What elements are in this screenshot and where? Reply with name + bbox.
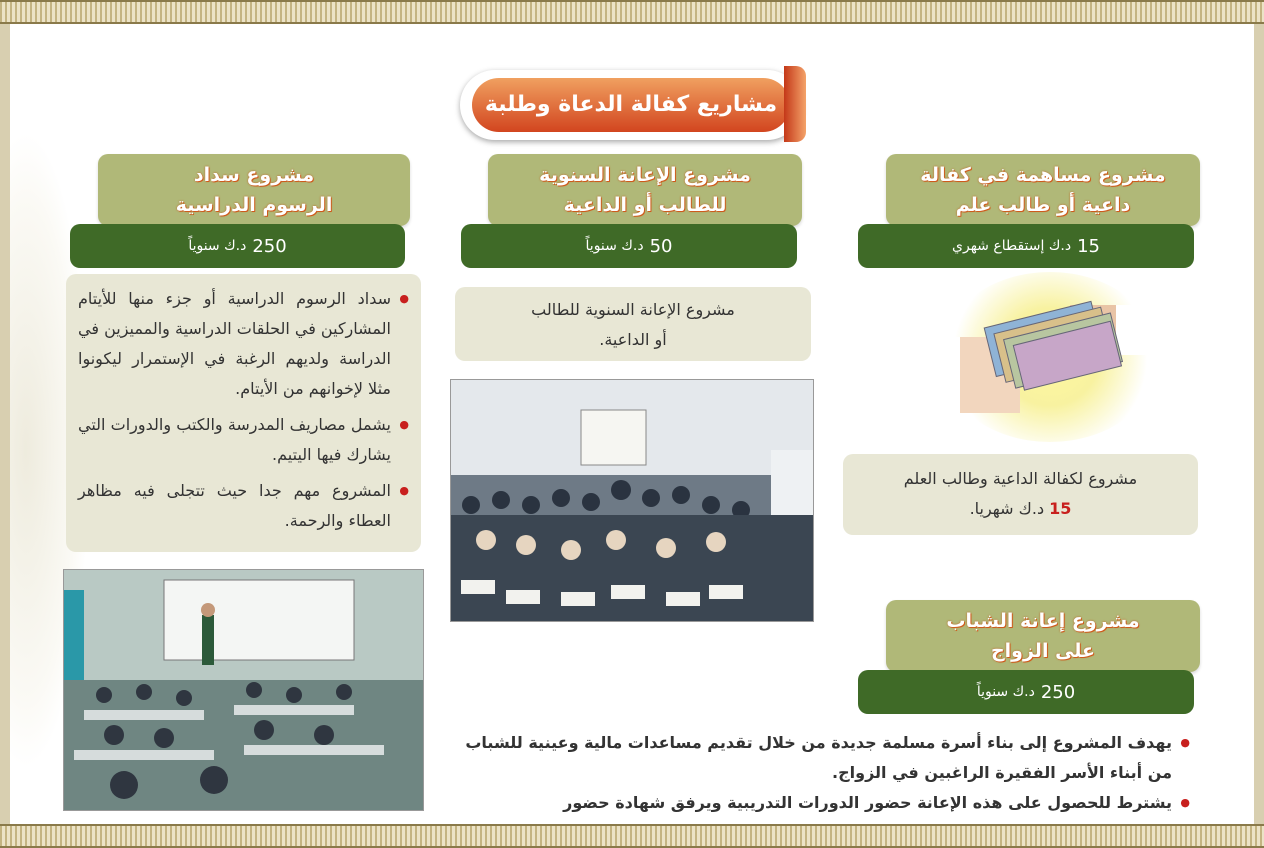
price-value: 250 [1040,681,1076,703]
bullet-list [78,284,409,536]
project-title-line1: مشروع مساهمة في كفالة [920,164,1166,186]
project-description-marriage [450,728,1190,818]
price-bar-sponsorship [858,224,1194,268]
money-hands-image [920,285,1158,413]
project-title-line1: مشروع الإعانة السنوية [539,164,751,186]
price-unit: د.ك إستقطاع شهري [952,238,1072,254]
price-bar-tuition [70,224,405,268]
description-amount: 15 [1049,499,1072,518]
project-title-line2: داعية أو طالب علم [955,194,1131,216]
description-line1: مشروع الإعانة السنوية للطالب [531,300,735,319]
bullet-list [450,728,1190,818]
project-description-tuition [66,274,421,552]
project-title-line1: مشروع إعانة الشباب [946,610,1140,632]
price-bar-marriage [858,670,1194,714]
project-title-line2: الرسوم الدراسية [175,194,333,216]
price-unit: د.ك سنوياً [976,684,1035,700]
project-title-sponsorship [886,154,1200,226]
right-border [1254,24,1264,824]
bullet-item: ● يشترط للحصول على هذه الإعانة حضور الدورات التدريبية ويرفق شهادة حضور [450,788,1190,818]
bullet-item: ● يشمل مصاريف المدرسة والكتب والدورات التي يشارك فيها اليتيم. [78,410,409,470]
price-unit: د.ك سنوياً [188,238,247,254]
project-title-line1: مشروع سداد [193,164,315,186]
project-title-annual-aid [488,154,802,226]
description-line2-wrapper [855,494,1186,524]
project-title-line2: للطالب أو الداعية [563,194,727,216]
description-line1: مشروع لكفالة الداعية وطالب العلم [903,469,1138,488]
left-border [0,24,10,824]
page-title: مشاريع كفالة الدعاة وطلبة [484,92,778,117]
price-value: 15 [1077,235,1100,257]
students-group-photo [450,379,814,622]
project-description-sponsorship [843,454,1198,535]
price-value: 250 [252,235,287,257]
bottom-border [0,824,1264,848]
price-unit: د.ك سنوياً [585,238,644,254]
bullet-item: ● سداد الرسوم الدراسية أو جزء منها للأيتام المشاركين في الحلقات الدراسية والمميزين في الدراسة ولديهم الرغبة في الإستمرار ليكونوا مثلا لإخوانهم من الأيتام. [78,284,409,404]
project-description-annual-aid [455,287,811,361]
price-bar-annual-aid [461,224,797,268]
project-title-line2: على الزواج [990,640,1096,662]
bullet-item: ● المشروع مهم جدا حيث تتجلى فيه مظاهر العطاء والرحمة. [78,476,409,536]
top-border [0,0,1264,24]
bullet-item: ● يهدف المشروع إلى بناء أسرة مسلمة جديدة من خلال تقديم مساعدات مالية وعينية للشباب من أبناء الأسر الفقيرة الراغبين في الزواج. [450,728,1190,788]
classroom-photo [63,569,424,811]
description-line2: د.ك شهريا. [969,499,1045,518]
description-line2: أو الداعية. [599,330,667,349]
price-value: 50 [649,235,673,257]
project-title-marriage [886,600,1200,672]
project-title-tuition [98,154,410,226]
